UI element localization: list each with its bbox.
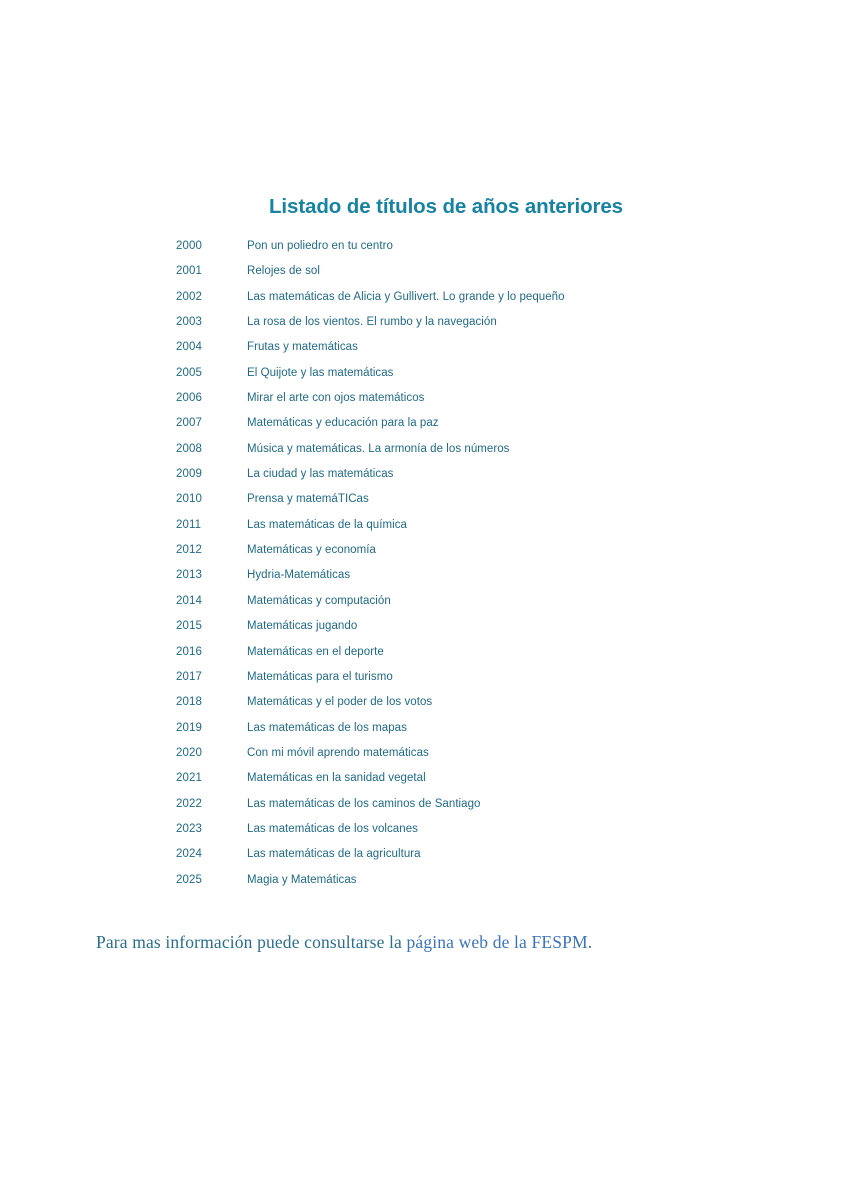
list-item [176,340,776,365]
list-item-year: 2013 [176,569,202,582]
list-item [176,847,776,872]
list-item [176,670,776,695]
list-item-year: 2017 [176,670,202,683]
list-item [176,543,776,568]
list-item-title: Las matemáticas de Alicia y Gullivert. Lo grande y lo pequeño [247,290,565,303]
list-item [176,645,776,670]
list-item [176,467,776,492]
list-item-year: 2003 [176,316,202,329]
list-item-year: 2004 [176,341,202,354]
list-item [176,695,776,720]
list-item-title: La rosa de los vientos. El rumbo y la navegación [247,316,497,329]
list-item [176,239,776,264]
list-item-year: 2016 [176,645,202,658]
list-item-year: 2006 [176,392,202,405]
list-item-year: 2015 [176,620,202,633]
list-item [176,492,776,517]
list-item [176,594,776,619]
list-item-title: Prensa y matemáTICas [247,493,369,506]
list-item-year: 2021 [176,772,202,785]
footer-lead-text: Para mas información puede consultarse la [96,932,407,952]
list-item [176,290,776,315]
list-item-title: Hydria-Matemáticas [247,569,351,582]
list-item [176,721,776,746]
list-item-title: Matemáticas en el deporte [247,645,384,658]
list-item-title: Las matemáticas de los mapas [247,721,407,734]
footer-note [96,932,592,953]
list-item [176,619,776,644]
list-item-year: 2005 [176,366,202,379]
list-item-title: Matemáticas y computación [247,594,391,607]
list-item-year: 2001 [176,265,202,278]
list-item [176,366,776,391]
previous-years-title-list [176,239,776,898]
fespm-website-link[interactable]: página web de la FESPM [406,932,588,952]
list-item-year: 2025 [176,873,202,886]
list-item [176,391,776,416]
list-item-year: 2024 [176,848,202,861]
list-item-year: 2008 [176,442,202,455]
list-item [176,873,776,898]
list-item [176,746,776,771]
list-item-title: Las matemáticas de la agricultura [247,848,421,861]
list-item-title: Matemáticas jugando [247,620,358,633]
list-item [176,518,776,543]
footer-trailing-text: . [587,932,593,952]
list-item [176,797,776,822]
list-item-title: Las matemáticas de los volcanes [247,822,418,835]
list-item-year: 2023 [176,822,202,835]
list-item-year: 2007 [176,417,202,430]
list-item [176,822,776,847]
list-item-year: 2019 [176,721,202,734]
list-item [176,264,776,289]
list-item-title: Magia y Matemáticas [247,873,357,886]
list-item [176,771,776,796]
list-item-title: Mirar el arte con ojos matemáticos [247,392,425,405]
list-item-title: Relojes de sol [247,265,320,278]
list-item-title: Pon un poliedro en tu centro [247,240,393,252]
list-item-year: 2011 [176,518,202,531]
list-item-title: Matemáticas y el poder de los votos [247,696,433,709]
list-item [176,315,776,340]
list-item-year: 2012 [176,544,202,557]
list-item [176,416,776,441]
list-item-title: Frutas y matemáticas [247,341,358,354]
list-item-title: Matemáticas para el turismo [247,670,393,683]
list-item-title: Matemáticas en la sanidad vegetal [247,772,426,785]
list-item [176,568,776,593]
list-item-year: 2018 [176,696,202,709]
page-title: Listado de títulos de años anteriores [269,194,623,218]
list-item-title: La ciudad y las matemáticas [247,468,394,481]
list-item-year: 2009 [176,468,202,481]
list-item-year: 2010 [176,493,202,506]
list-item-title: Con mi móvil aprendo matemáticas [247,746,429,759]
list-item-year: 2014 [176,594,202,607]
list-item-title: Las matemáticas de la química [247,518,407,531]
list-item [176,442,776,467]
list-item-title: Matemáticas y economía [247,544,376,557]
list-item-title: Música y matemáticas. La armonía de los números [247,442,510,455]
list-item-title: Las matemáticas de los caminos de Santiago [247,797,481,810]
list-item-title: Matemáticas y educación para la paz [247,417,439,430]
list-item-title: El Quijote y las matemáticas [247,366,394,379]
list-item-year: 2000 [176,240,202,252]
list-item-year: 2002 [176,290,202,303]
list-item-year: 2022 [176,797,202,810]
list-item-year: 2020 [176,746,202,759]
